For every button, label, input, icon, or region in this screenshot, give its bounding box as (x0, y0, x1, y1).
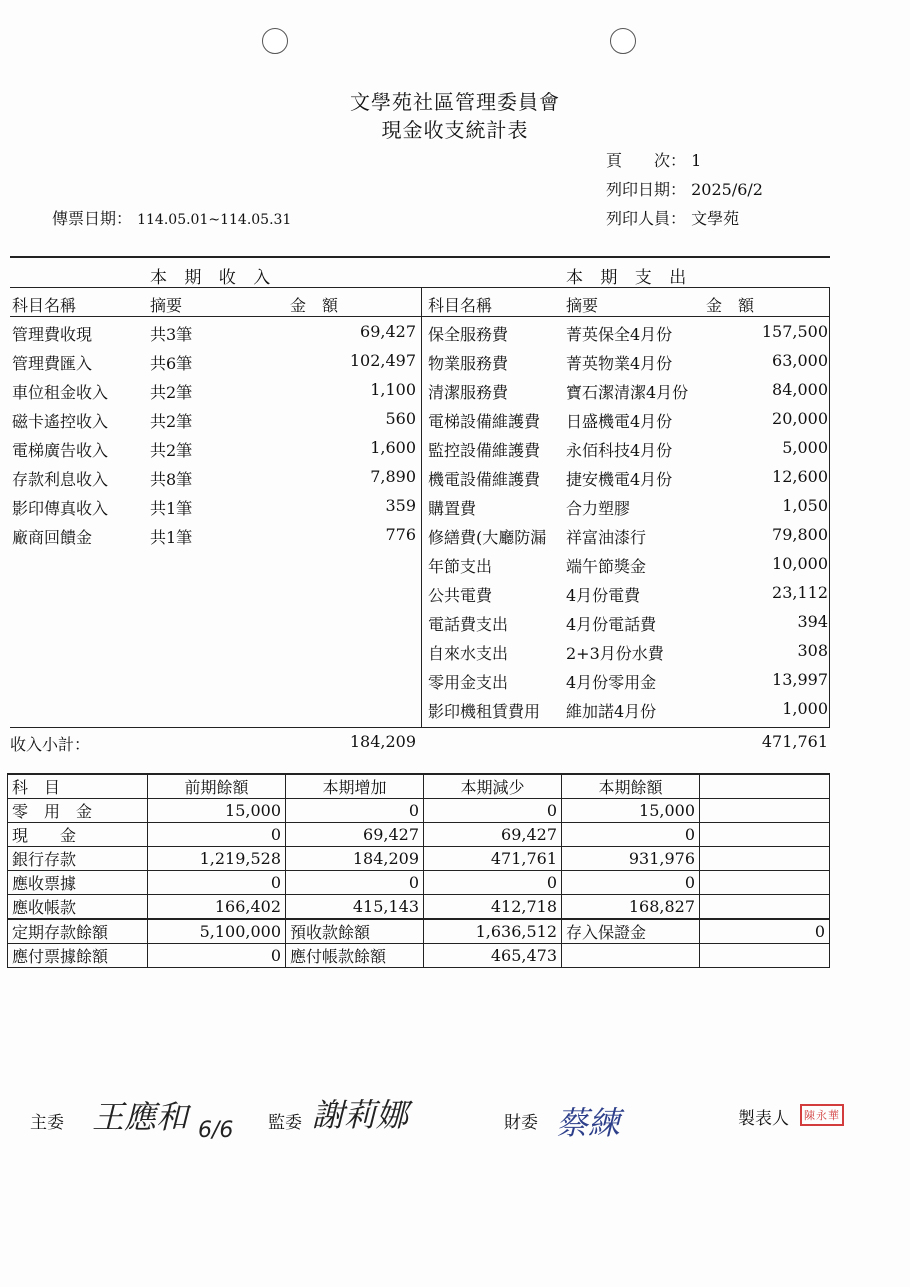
balance-col-subject: 科 目 (8, 774, 148, 799)
balance-dec: 0 (424, 871, 562, 895)
expense-amount: 20,000 (772, 409, 828, 428)
expense-summary: 日盛機電4月份 (566, 412, 673, 431)
balance-blank (700, 944, 830, 968)
expense-summary: 端午節獎金 (566, 557, 647, 576)
preparer-label: 製表人 (738, 1109, 789, 1129)
income-col-summary: 摘要 (150, 296, 183, 315)
expense-subject: 影印機租賃費用 (428, 702, 541, 721)
expense-summary: 4月份電話費 (566, 615, 657, 634)
table-row (10, 695, 830, 724)
table-row (10, 550, 830, 579)
expense-col-subject: 科目名稱 (428, 296, 493, 315)
balance-blank (700, 847, 830, 871)
income-summary: 共8筆 (150, 470, 193, 489)
voucher-date-value: 114.05.01~114.05.31 (137, 212, 292, 228)
balance-blank (562, 944, 700, 968)
expense-summary: 2+3月份水費 (566, 644, 664, 663)
table-row (10, 347, 830, 376)
expense-subject: 年節支出 (428, 557, 493, 576)
expense-amount: 1,000 (782, 699, 828, 718)
income-amount: 69,427 (360, 322, 416, 341)
table-row (10, 579, 830, 608)
expense-summary: 祥富油漆行 (566, 528, 647, 547)
expense-subject: 物業服務費 (428, 354, 509, 373)
balance-prev: 166,402 (148, 895, 286, 920)
expense-subtotal: 471,761 (761, 732, 828, 751)
guarantee-label: 存入保證金 (562, 919, 700, 944)
balance-blank (700, 871, 830, 895)
income-summary: 共1筆 (150, 499, 193, 518)
expense-amount: 157,500 (761, 322, 828, 341)
chair-signature: 王應和 (92, 1098, 189, 1136)
table-row (10, 492, 830, 521)
income-subject: 管理費匯入 (12, 354, 93, 373)
voucher-date (52, 206, 291, 229)
printer (606, 206, 739, 229)
balance-curr: 168,827 (562, 895, 700, 920)
table-row (10, 405, 830, 434)
finance-label: 財委 (504, 1113, 538, 1133)
punch-hole-left (262, 28, 288, 54)
income-summary: 共3筆 (150, 325, 193, 344)
balance-inc: 0 (286, 871, 424, 895)
balance-dec: 69,427 (424, 823, 562, 847)
balance-subject: 現 金 (8, 823, 148, 847)
expense-subject: 零用金支出 (428, 673, 509, 692)
table-row (10, 521, 830, 550)
report-title: 現金收支統計表 (381, 118, 529, 142)
balance-curr: 15,000 (562, 799, 700, 823)
accounts-payable-value: 465,473 (424, 944, 562, 968)
expense-section-title: 本 期 支 出 (566, 268, 693, 288)
income-subject: 管理費收現 (12, 325, 93, 344)
balance-curr: 0 (562, 871, 700, 895)
table-row (8, 823, 830, 847)
table-row (8, 895, 830, 920)
balance-col-prev: 前期餘額 (148, 774, 286, 799)
balance-col-blank (700, 774, 830, 799)
accounts-payable-label: 應付帳款餘額 (286, 944, 424, 968)
income-summary: 共2筆 (150, 383, 193, 402)
page-label: 頁 次： (606, 151, 687, 170)
expense-amount: 394 (797, 612, 828, 631)
finance-signature: 蔡練 (556, 1104, 621, 1142)
balance-header-row (8, 774, 830, 799)
balance-subject: 應收帳款 (8, 895, 148, 920)
voucher-date-label: 傳票日期： (52, 209, 133, 228)
notes-payable-label: 應付票據餘額 (8, 944, 148, 968)
income-summary: 共1筆 (150, 528, 193, 547)
balance-inc: 415,143 (286, 895, 424, 920)
print-date-value: 2025/6/2 (691, 180, 763, 199)
guarantee-value: 0 (700, 919, 830, 944)
income-amount: 1,600 (370, 438, 416, 457)
expense-summary: 菁英物業4月份 (566, 354, 673, 373)
balance-inc: 0 (286, 799, 424, 823)
expense-summary: 菁英保全4月份 (566, 325, 673, 344)
income-amount: 7,890 (370, 467, 416, 486)
balance-curr: 931,976 (562, 847, 700, 871)
page-number (606, 148, 701, 171)
balance-subject: 零 用 金 (8, 799, 148, 823)
supervisor-label: 監委 (268, 1113, 302, 1133)
expense-subject: 監控設備維護費 (428, 441, 541, 460)
preparer-stamp: 陳永華 (800, 1104, 844, 1126)
table-row (10, 666, 830, 695)
income-summary: 共2筆 (150, 441, 193, 460)
expense-col-summary: 摘要 (566, 296, 599, 315)
balance-blank (700, 823, 830, 847)
table-row (10, 608, 830, 637)
expense-amount: 5,000 (782, 438, 828, 457)
print-date-label: 列印日期： (606, 180, 687, 199)
table-row (10, 318, 830, 347)
income-amount: 102,497 (349, 351, 416, 370)
balance-inc: 69,427 (286, 823, 424, 847)
income-summary: 共2筆 (150, 412, 193, 431)
income-subject: 電梯廣告收入 (12, 441, 109, 460)
fixed-deposit-label: 定期存款餘額 (8, 919, 148, 944)
expense-summary: 合力塑膠 (566, 499, 631, 518)
chair-label: 主委 (30, 1113, 64, 1133)
balance-dec: 412,718 (424, 895, 562, 920)
expense-summary: 永佰科技4月份 (566, 441, 673, 460)
income-col-amount: 金 額 (290, 296, 339, 315)
print-date (606, 177, 763, 200)
balance-prev: 0 (148, 871, 286, 895)
balance-curr: 0 (562, 823, 700, 847)
expense-subject: 清潔服務費 (428, 383, 509, 402)
expense-subject: 修繕費(大廳防漏 (428, 528, 547, 547)
expense-amount: 1,050 (782, 496, 828, 515)
expense-amount: 10,000 (772, 554, 828, 573)
expense-amount: 79,800 (772, 525, 828, 544)
income-section-title: 本 期 收 入 (150, 268, 277, 288)
balance-dec: 471,761 (424, 847, 562, 871)
subtotal-label: 收入小計： (10, 735, 91, 754)
rule-top (10, 256, 830, 258)
org-name: 文學苑社區管理委員會 (350, 90, 560, 114)
balance-col-dec: 本期減少 (424, 774, 562, 799)
balance-prev: 1,219,528 (148, 847, 286, 871)
expense-amount: 13,997 (772, 670, 828, 689)
expense-amount: 23,112 (772, 583, 828, 602)
table-row (8, 919, 830, 944)
income-amount: 776 (385, 525, 416, 544)
supervisor-signature: 謝莉娜 (312, 1096, 409, 1134)
expense-subject: 公共電費 (428, 586, 493, 605)
expense-summary: 寶石潔清潔4月份 (566, 383, 689, 402)
notes-payable-value: 0 (148, 944, 286, 968)
expense-subject: 電梯設備維護費 (428, 412, 541, 431)
income-col-subject: 科目名稱 (12, 296, 77, 315)
table-row (10, 434, 830, 463)
income-amount: 560 (385, 409, 416, 428)
page-value: 1 (691, 151, 702, 170)
rule-section (10, 287, 830, 288)
balance-col-curr: 本期餘額 (562, 774, 700, 799)
advance-receipt-value: 1,636,512 (424, 919, 562, 944)
income-summary: 共6筆 (150, 354, 193, 373)
balance-col-inc: 本期增加 (286, 774, 424, 799)
table-row (8, 871, 830, 895)
expense-summary: 捷安機電4月份 (566, 470, 673, 489)
balance-table (7, 773, 830, 968)
expense-amount: 308 (797, 641, 828, 660)
income-subject: 存款利息收入 (12, 470, 109, 489)
advance-receipt-label: 預收款餘額 (286, 919, 424, 944)
expense-subject: 保全服務費 (428, 325, 509, 344)
punch-hole-right (610, 28, 636, 54)
chair-sign-date: 6/6 (198, 1118, 234, 1143)
table-row (8, 847, 830, 871)
expense-amount: 63,000 (772, 351, 828, 370)
table-row (8, 944, 830, 968)
expense-subject: 購置費 (428, 499, 477, 518)
subtotal-row (10, 728, 830, 757)
balance-prev: 15,000 (148, 799, 286, 823)
income-subtotal: 184,209 (349, 732, 416, 751)
expense-summary: 4月份電費 (566, 586, 641, 605)
income-amount: 1,100 (370, 380, 416, 399)
balance-blank (700, 799, 830, 823)
fixed-deposit-value: 5,100,000 (148, 919, 286, 944)
balance-inc: 184,209 (286, 847, 424, 871)
expense-subject: 自來水支出 (428, 644, 509, 663)
income-amount: 359 (385, 496, 416, 515)
expense-col-amount: 金 額 (706, 296, 755, 315)
balance-prev: 0 (148, 823, 286, 847)
printer-label: 列印人員： (606, 209, 687, 228)
table-row (10, 376, 830, 405)
balance-subject: 應收票據 (8, 871, 148, 895)
income-subject: 車位租金收入 (12, 383, 109, 402)
expense-amount: 84,000 (772, 380, 828, 399)
income-subject: 磁卡遙控收入 (12, 412, 109, 431)
expense-subject: 電話費支出 (428, 615, 509, 634)
income-subject: 廠商回饋金 (12, 528, 93, 547)
expense-amount: 12,600 (772, 467, 828, 486)
table-row (10, 637, 830, 666)
expense-subject: 機電設備維護費 (428, 470, 541, 489)
expense-summary: 維加諾4月份 (566, 702, 657, 721)
printer-value: 文學苑 (691, 209, 740, 228)
income-subject: 影印傳真收入 (12, 499, 109, 518)
table-header-row (10, 289, 830, 318)
balance-subject: 銀行存款 (8, 847, 148, 871)
table-row (8, 799, 830, 823)
table-row (10, 463, 830, 492)
balance-dec: 0 (424, 799, 562, 823)
balance-blank (700, 895, 830, 920)
expense-summary: 4月份零用金 (566, 673, 657, 692)
